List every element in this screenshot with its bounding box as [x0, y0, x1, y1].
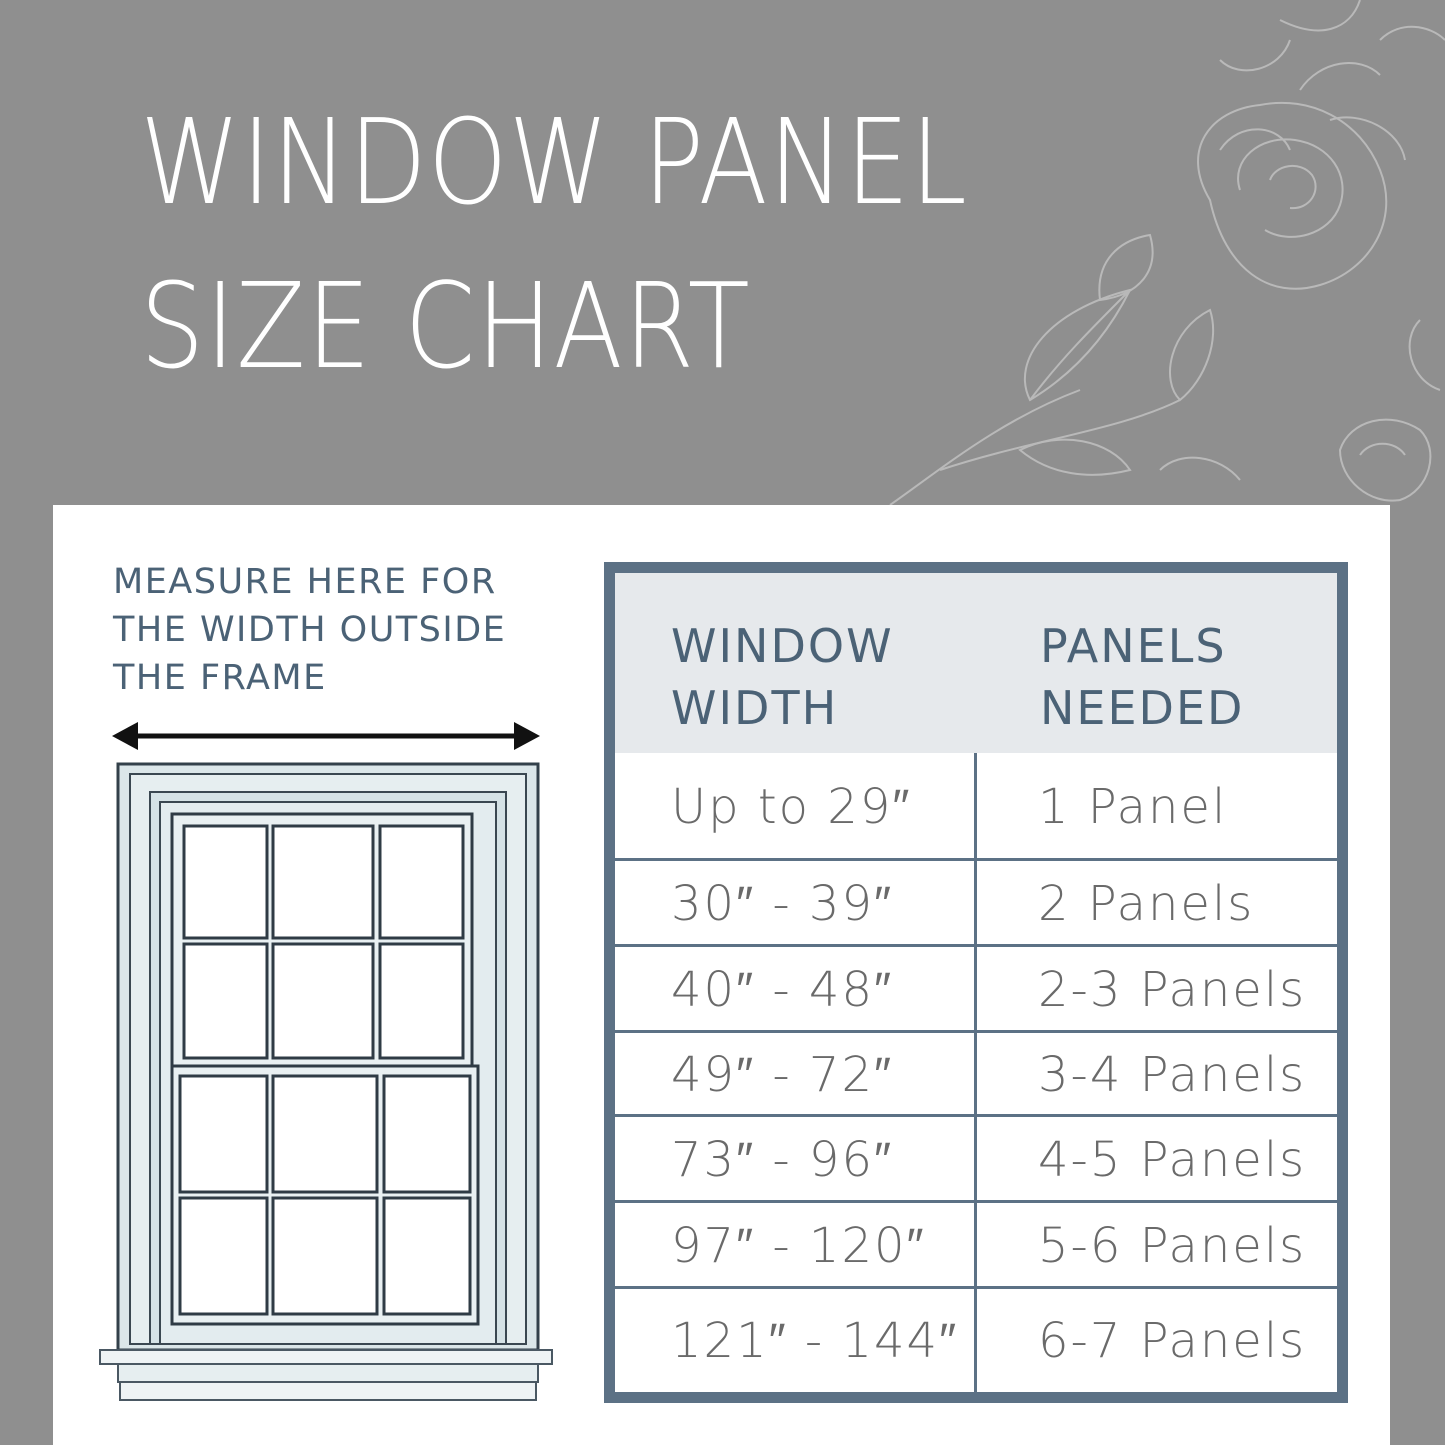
width-cell: 73″ - 96″ [671, 1132, 893, 1188]
panels-cell: 5-6 Panels [1038, 1218, 1307, 1274]
table-row [615, 1203, 1337, 1289]
table-header [615, 573, 1337, 753]
table-row [615, 753, 1337, 861]
header-panels-needed: PANELS NEEDED [1040, 619, 1245, 735]
table-row [615, 1117, 1337, 1203]
width-cell: 30″ - 39″ [671, 876, 893, 932]
table-row [615, 1033, 1337, 1117]
header-window-width: WINDOW WIDTH [671, 619, 894, 735]
panels-cell: 3-4 Panels [1038, 1047, 1307, 1103]
panels-cell: 1 Panel [1038, 779, 1228, 835]
width-cell: 40″ - 48″ [671, 962, 893, 1018]
width-cell: Up to 29″ [671, 779, 912, 835]
instruction-line-3: THE FRAME [113, 658, 327, 698]
panels-cell: 6-7 Panels [1038, 1312, 1307, 1369]
table-row [615, 861, 1337, 947]
double-arrow-icon [112, 718, 540, 754]
title-line-1: WINDOW PANEL [140, 93, 968, 231]
table-row [615, 1289, 1337, 1392]
width-cell: 49″ - 72″ [671, 1047, 893, 1103]
width-cell: 121″ - 144″ [671, 1312, 959, 1369]
page-title [140, 93, 968, 395]
title-line-2: SIZE CHART [140, 257, 751, 395]
width-cell: 97″ - 120″ [671, 1218, 926, 1274]
measure-instructions [113, 558, 506, 702]
instruction-line-2: THE WIDTH OUTSIDE [113, 610, 507, 650]
instruction-line-1: MEASURE HERE FOR [113, 562, 497, 602]
panels-cell: 2 Panels [1038, 876, 1255, 932]
panels-cell: 2-3 Panels [1038, 962, 1307, 1018]
size-chart-table [604, 562, 1348, 1403]
window-illustration [98, 762, 558, 1404]
table-row [615, 947, 1337, 1033]
panels-cell: 4-5 Panels [1038, 1132, 1307, 1188]
